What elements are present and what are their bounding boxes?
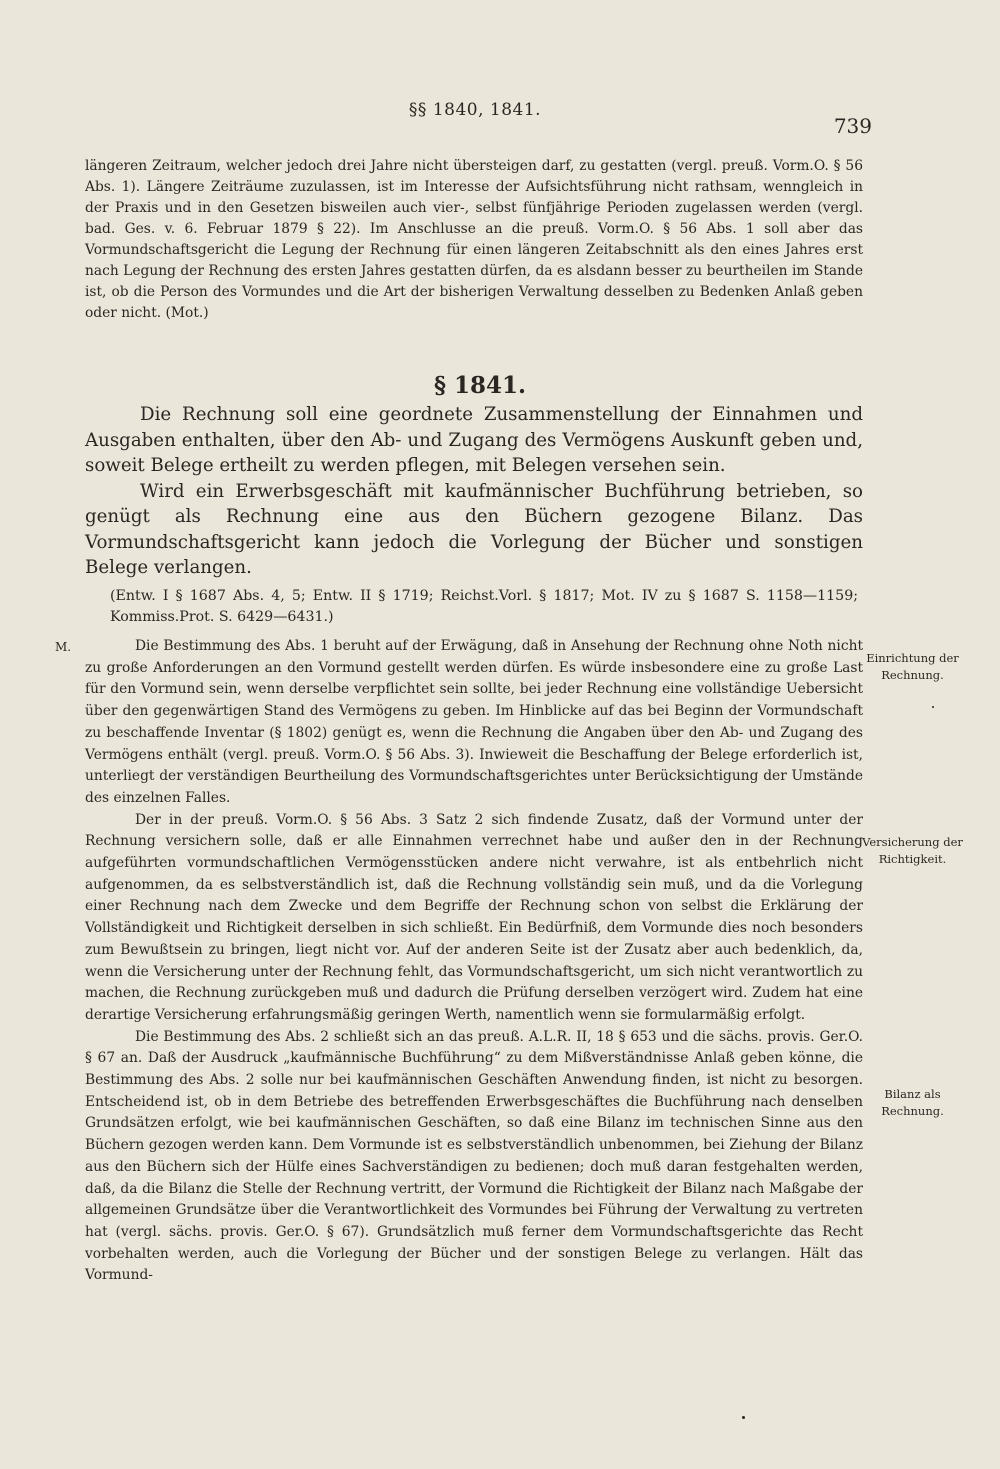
statute-paragraph: Wird ein Erwerbsgeschäft mit kaufmännischer Buchführung betrieben, so genügt als Rechnung eine aus den Büchern gezogene Bilanz. Das Vormundschaftsgericht kann jedoch die Vorlegung der Bücher und sonstigen Belege verlangen.	[85, 480, 863, 578]
ink-speck	[932, 706, 934, 708]
margin-note-versicherung: Versicherung der Richtigkeit.	[862, 835, 963, 866]
section-heading: § 1841.	[433, 372, 527, 399]
margin-note-einrichtung: Einrichtung der Rechnung.	[866, 651, 959, 682]
motives-paragraph: Die Bestimmung des Abs. 2 schließt sich an das preuß. A.L.R. II, 18 § 653 und die sächs. provis. Ger.O. § 67 an. Daß der Ausdruck „kaufmännische Buchführung“ zu dem Mißverständnisse Anlaß geben könne, die Bestimmung des Abs. 2 solle nur bei kaufmännischen Geschäften Anwendung finden, ist nicht zu besorgen. Entscheidend ist, ob in dem Betriebe des betreffenden Erwerbsgeschäftes die Buchführung nach denselben Grundsätzen erfolgt, wie bei kaufmännischen Geschäften, so daß eine Bilanz im technischen Sinne aus den Büchern gezogen werden kann. Dem Vormunde ist es selbstverständlich unbenommen, bei Ziehung der Bilanz aus den Büchern sich der Hülfe eines Sachverständigen zu bedienen; doch muß daran festgehalten werden, daß, da die Bilanz die Stelle der Rechnung vertritt, der Vormund die Richtigkeit der Bilanz nach Maßgabe der allgemeinen Grundsätze über die Verantwortlichkeit des Vormundes bei Führung der Verwaltung zu vertreten hat (vergl. sächs. provis. Ger.O. § 67). Grundsätzlich muß ferner dem Vormundschaftsgerichte das Recht vorbehalten werden, auch die Vorlegung der Bücher und der sonstigen Belege zu verlangen. Hält das Vormund-	[85, 1028, 863, 1284]
source-citation: (Entw. I § 1687 Abs. 4, 5; Entw. II § 1719; Reichst.Vorl. § 1817; Mot. IV zu § 1687 S. 1158—1159; Kommiss.Prot. S. 6429—6431.)	[110, 588, 858, 625]
intro-text	[85, 156, 863, 324]
motives-paragraph: Der in der preuß. Vorm.O. § 56 Abs. 3 Satz 2 sich findende Zusatz, daß der Vormund unter der Rechnung versichern solle, daß er alle Einnahmen verrechnet habe und außer den in der Rechnung aufgeführten vormundschaftlichen Vermögensstücken andere nicht verwahre, ist als entbehrlich nicht aufgenommen, da es selbstverständlich ist, daß die Rechnung vollständig sein muß, und da die Vorlegung einer Rechnung nach dem Zwecke und dem Begriffe der Rechnung schon von selbst die Erklärung der Vollständigkeit und Richtigkeit derselben in sich schließt. Ein Bedürfniß, dem Vormunde dies noch besonders zum Bewußtsein zu bringen, liegt nicht vor. Auf der anderen Seite ist der Zusatz aber auch bedenklich, da, wenn die Versicherung unter der Rechnung fehlt, das Vormundschaftsgericht, um sich nicht verantwortlich zu machen, die Rechnung zurückgeben muß und dadurch die Prüfung derselben verzögert wird. Zudem hat eine derartige Versicherung erfahrungsmäßig geringen Werth, namentlich wenn sie formularmäßig erfolgt.	[85, 811, 863, 1023]
motives-paragraph: Die Bestimmung des Abs. 1 beruht auf der Erwägung, daß in Ansehung der Rechnung ohne Noth nicht zu große Anforderungen an den Vormund gestellt werden dürfen. Es würde insbesondere eine zu große Last für den Vormund sein, wenn derselbe verpflichtet sein sollte, bei jeder Rechnung eine vollständige Uebersicht über den gegenwärtigen Stand des Vermögens zu geben. Im Hinblicke auf das bei Beginn der Vormundschaft zu beschaffende Inventar (§ 1802) genügt es, wenn die Rechnung die Angaben über den Ab- und Zugang des Vermögens enthält (vergl. preuß. Vorm.O. § 56 Abs. 3). Inwieweit die Beschaffung der Belege erforderlich ist, unterliegt der verständigen Beurtheilung des Vormundschaftsgerichtes unter Berücksichtigung der Umstände des einzelnen Falles.	[85, 638, 863, 806]
ink-speck	[742, 1416, 745, 1419]
running-head: §§ 1840, 1841.	[408, 100, 542, 120]
page-number: 739	[833, 114, 872, 138]
motives-text	[85, 636, 863, 1287]
statute-text	[85, 402, 863, 581]
motives-marker: M.	[55, 640, 72, 654]
source-references	[110, 586, 858, 628]
intro-paragraph: längeren Zeitraum, welcher jedoch drei Jahre nicht übersteigen darf, zu gestatten (vergl. preuß. Vorm.O. § 56 Abs. 1). Längere Zeiträume zuzulassen, ist im Interesse der Aufsichtsführung nicht rathsam, wenngleich in der Praxis und in den Gesetzen bisweilen auch vier-, selbst fünfjährige Perioden zugelassen werden (vergl. bad. Ges. v. 6. Februar 1879 § 22). Im Anschlusse an die preuß. Vorm.O. § 56 Abs. 1 soll aber das Vormundschaftsgericht die Legung der Rechnung für einen längeren Zeitabschnitt als den eines Jahres erst nach Legung der Rechnung des ersten Jahres gestatten dürfen, da es alsdann besser zu beurtheilen im Stande ist, ob die Person des Vormundes und die Art der bisherigen Verwaltung desselben zu Bedenken Anlaß geben oder nicht. (Mot.)	[85, 158, 863, 321]
margin-note-bilanz: Bilanz als Rechnung.	[881, 1087, 944, 1118]
statute-paragraph: Die Rechnung soll eine geordnete Zusammenstellung der Einnahmen und Ausgaben enthalten, über den Ab- und Zugang des Vermögens Auskunft geben und, soweit Belege ertheilt zu werden pflegen, mit Belegen versehen sein.	[85, 404, 863, 476]
